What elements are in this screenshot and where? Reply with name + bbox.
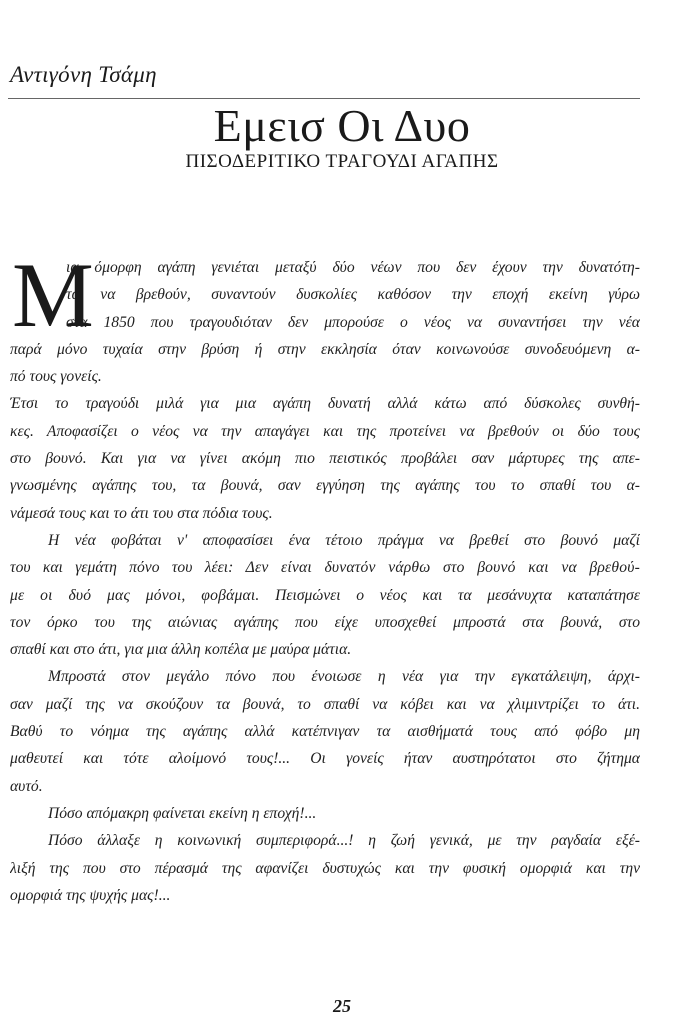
body-text (10, 244, 640, 909)
header-rule (8, 98, 640, 99)
text-line (10, 554, 640, 581)
text-line: τα να βρεθούν, συναντούν δυσκολίες καθόσον την εποχή εκείνη γύρω (66, 286, 640, 304)
text-line: στα 1850 που τραγουδιόταν δεν μπορούσε ο νέος να συναντήσει την νέα (66, 313, 640, 331)
text-line: Πόσο άλλαξε η κοινωνική συμπεριφορά...! η ζωή γενικά, με την ραγδαία εξέ- (48, 832, 640, 850)
text-line: Βαθύ το νόημα της αγάπης αλλά κατέπνιγαν τα αισθήματά τους από φόβο μη (10, 723, 640, 741)
text-line: σαν μαζί της να σκούζουν τα βουνά, το σπαθί να κόβει και να χλιμιντρίζει το άτι. (10, 695, 640, 713)
text-line: γνωσμένης αγάπης του, τα βουνά, σαν εγγύηση της αγάπης του το σπαθί του α- (10, 477, 640, 495)
text-line: τον όρκο του της αιώνιας αγάπης που είχε υποσχεθεί μπροστά στα βουνά, στο (10, 613, 640, 631)
text-line: Έτσι το τραγούδι μιλά για μια αγάπη δυνατή αλλά κάτω από δύσκολες συνθή- (10, 395, 640, 413)
text-line: αυτό. (10, 777, 43, 795)
text-line: πό τους γονείς. (10, 368, 102, 386)
text-line (10, 582, 640, 609)
page-subtitle: ΠΙΣΟΔΕΡΙΤΙΚΟ ΤΡΑΓΟΥΔΙ ΑΓΑΠΗΣ (185, 151, 499, 172)
paragraph-4 (10, 663, 640, 799)
text-span: του και γεμάτη πόνο του λέει: (10, 559, 234, 577)
author-name: Αντιγόνη Τσάμη (10, 62, 157, 87)
page-title: Εμεισ Οι Δυο (213, 100, 471, 151)
paragraph-6 (10, 827, 640, 909)
text-line: παρά μόνο τυχαία στην βρύση ή στην εκκλησία όταν κοινωνούσε συνοδευόμενη α- (10, 340, 640, 358)
paragraph-3 (10, 527, 640, 663)
text-line: λιξή της που στο πέρασμά της αφανίζει δυστυχώς και την φυσική ομορφιά και την (10, 859, 640, 877)
text-line: Η νέα φοβάται ν' αποφασίσει ένα τέτοιο πράγμα να βρεθεί στο βουνό μαζί (48, 531, 640, 549)
drop-cap: Μ (12, 244, 94, 346)
text-line: ια όμορφη αγάπη γενιέται μεταξύ δύο νέων που δεν έχουν την δυνατότη- (66, 259, 640, 276)
paragraph-2 (10, 390, 640, 526)
text-span: Πεισμώνει ο νέος και τα μεσάνυχτα καταπάτησε (275, 586, 640, 604)
quoted-speech: με οι δυό μας μόνοι, φοβάμαι. (10, 586, 260, 604)
text-line: Μπροστά στον μεγάλο πόνο που ένοιωσε η νέα για την εγκατάλειψη, άρχι- (48, 668, 640, 686)
page-number: 25 (333, 996, 351, 1016)
text-line: στο βουνό. Και για να γίνει ακόμη πιο πειστικός προβάλει σαν μάρτυρες της απε- (10, 450, 640, 468)
text-line: ομορφιά της ψυχής μας!... (10, 886, 171, 904)
text-line: κες. Αποφασίζει ο νέος να την απαγάγει και της προτείνει να βρεθούν οι δύο τους (10, 422, 640, 440)
quoted-speech: Δεν είναι δυνατόν νάρθω στο βουνό και να βρεθού- (245, 559, 640, 577)
paragraph-1 (10, 244, 640, 390)
paragraph-5 (10, 800, 640, 827)
text-line: Πόσο απόμακρη φαίνεται εκείνη η εποχή!... (48, 804, 317, 822)
text-line: μαθευτεί και τότε αλοίμονό τους!... Οι γονείς ήταν αυστηρότατοι στο ζήτημα (10, 750, 640, 768)
text-line: σπαθί και στο άτι, για μια άλλη κοπέλα με μαύρα μάτια. (10, 641, 352, 659)
text-line: νάμεσά τους και το άτι του στα πόδια τους. (10, 504, 273, 522)
